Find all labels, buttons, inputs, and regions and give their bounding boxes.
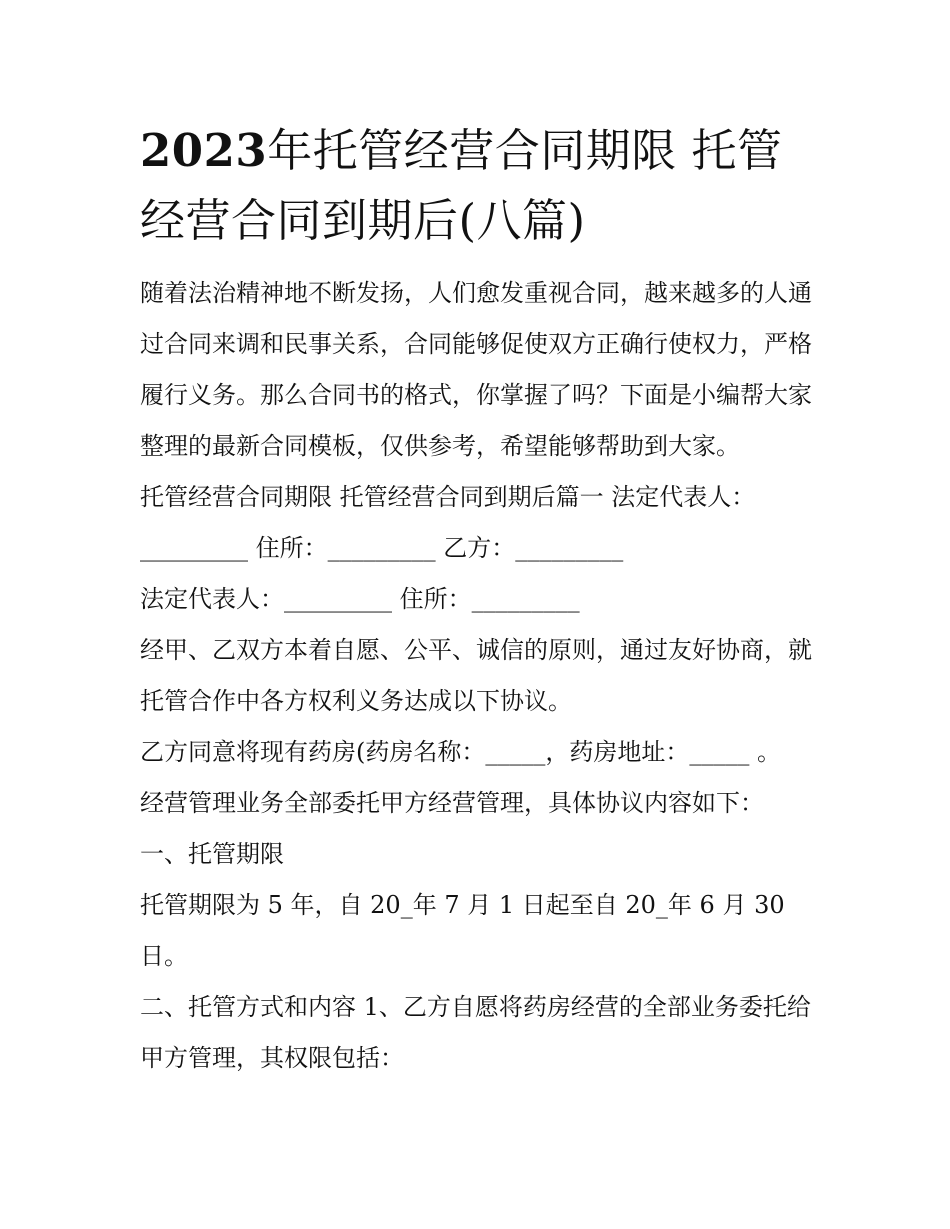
party-info-line: _________ 住所：_________ 乙方：_________ bbox=[140, 534, 624, 562]
document-body bbox=[140, 116, 812, 1084]
representative-line: 法定代表人：_________ 住所：_________ bbox=[140, 585, 580, 613]
title-year: 2023 bbox=[140, 124, 268, 177]
intro-paragraph: 随着法治精神地不断发扬，人们愈发重视合同，越来越多的人通过合同来调和民事关系，合同能够促使双方正确行使权力，严格履行义务。那么合同书的格式，你掌握了吗？下面是小编帮大家整理的最新合同模板，仅供参考，希望能够帮助到大家。 bbox=[140, 279, 812, 460]
document-title bbox=[140, 116, 812, 256]
management-line: 经营管理业务全部委托甲方经营管理，具体协议内容如下： bbox=[140, 789, 764, 817]
pharmacy-line: 乙方同意将现有药房(药房名称：_____，药房地址：_____ 。 bbox=[140, 738, 781, 766]
term-paragraph: 托管期限为 5 年，自 20_年 7 月 1 日起至自 20_年 6 月 30 日。 bbox=[140, 891, 785, 970]
clause-heading-term: 一、托管期限 bbox=[140, 840, 284, 868]
agreement-preamble: 经甲、乙双方本着自愿、公平、诚信的原则，通过友好协商，就托管合作中各方权利义务达成以下协议。 bbox=[140, 636, 812, 715]
section-heading-part-one: 托管经营合同期限 托管经营合同到期后篇一 法定代表人： bbox=[140, 483, 756, 511]
clause-two-paragraph: 二、托管方式和内容 1、乙方自愿将药房经营的全部业务委托给甲方管理，其权限包括： bbox=[140, 993, 811, 1072]
title-text: 年托管经营合同期限 托管经营合同到期后(八篇) bbox=[140, 124, 783, 247]
